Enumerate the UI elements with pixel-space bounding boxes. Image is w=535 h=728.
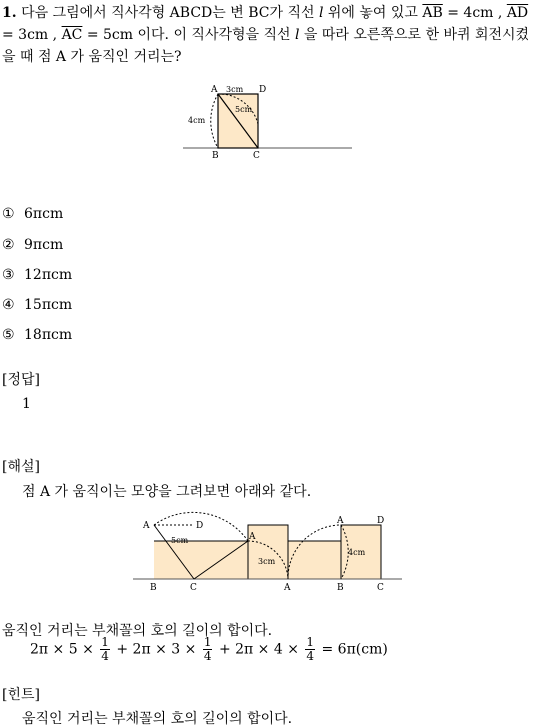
- choice-number: ②: [2, 237, 15, 253]
- formula-term-2: + 2π × 3 ×: [116, 641, 197, 658]
- rectangle-pos3: [288, 541, 341, 579]
- answer-value: 1: [22, 396, 31, 412]
- label-d: D: [259, 85, 267, 95]
- label-d: D: [377, 516, 385, 526]
- denominator: 4: [203, 649, 212, 663]
- label-3cm: 3cm: [258, 557, 276, 566]
- label-b: B: [212, 151, 219, 161]
- choice-number: ③: [2, 267, 15, 283]
- choice-1[interactable]: [2, 206, 63, 222]
- label-4cm: 4cm: [348, 548, 366, 557]
- label-a: A: [337, 516, 344, 526]
- denominator: 4: [101, 649, 109, 663]
- line-symbol: l: [318, 5, 324, 21]
- question-part-8: = 5cm 이다. 이 직사각형을 직선: [82, 27, 295, 43]
- choice-3[interactable]: [2, 267, 72, 283]
- choice-number: ④: [2, 297, 15, 313]
- line-symbol: l: [295, 27, 300, 43]
- fraction: [305, 636, 315, 663]
- fraction: [100, 636, 110, 663]
- arc-ab: [211, 94, 218, 148]
- formula: [30, 636, 388, 663]
- numerator: 1: [306, 635, 315, 649]
- rectangle-figure: [180, 82, 355, 162]
- label-b: B: [337, 583, 344, 593]
- label-3cm: 3cm: [226, 85, 244, 94]
- choice-text: 12πcm: [24, 267, 73, 283]
- numerator: 1: [203, 635, 212, 649]
- label-a: A: [143, 521, 150, 531]
- rotation-figure: [130, 510, 405, 598]
- formula-term-3: + 2π × 4 ×: [218, 641, 299, 658]
- label-c: C: [253, 151, 260, 161]
- label-5cm: 5cm: [235, 105, 253, 114]
- choice-5[interactable]: [2, 327, 72, 343]
- label-5cm: 5cm: [171, 536, 189, 545]
- label-a: A: [211, 85, 218, 95]
- fraction: [203, 636, 213, 663]
- formula-term-1: 2π × 5 ×: [30, 641, 94, 658]
- label-b: B: [150, 583, 157, 593]
- region-1: [154, 541, 248, 579]
- question-part-10: 을 따라 오른쪽으로 한 바퀴 회전시켰을 때 점 A 가 움직인 거리는?: [2, 27, 530, 65]
- formula-result: = 6π(cm): [321, 641, 388, 658]
- denominator: 4: [306, 649, 315, 663]
- answer-label: [정답]: [2, 372, 40, 388]
- label-c: C: [190, 583, 197, 593]
- segment-ad: $\overline{AD}$: [506, 5, 529, 21]
- choice-text: 15πcm: [24, 297, 73, 313]
- question-part-4: = 4cm ,: [442, 5, 507, 21]
- explanation-label: [해설]: [2, 459, 40, 475]
- explanation-summary: 움직인 거리는 부채꼴의 호의 길이의 합이다.: [2, 623, 273, 639]
- choice-4[interactable]: [2, 297, 72, 313]
- choice-text: 9πcm: [24, 237, 64, 253]
- label-a: A: [284, 583, 291, 593]
- numerator: 1: [101, 635, 109, 649]
- choice-number: ⑤: [2, 327, 15, 343]
- segment-ab: $\overline{AB}$: [422, 5, 443, 21]
- choice-number: ①: [2, 206, 15, 222]
- question-text: [2, 2, 532, 68]
- explanation-intro: 점 A 가 움직이는 모양을 그려보면 아래와 같다.: [22, 484, 312, 500]
- hint-label: [힌트]: [2, 687, 40, 703]
- question-part-6: = 3cm ,: [2, 27, 62, 43]
- label-a: A: [249, 532, 256, 542]
- label-c: C: [377, 583, 384, 593]
- label-d: D: [196, 521, 204, 531]
- segment-ac: $\overline{AC}$: [61, 27, 83, 43]
- question-number: 1.: [2, 5, 17, 21]
- hint-text: 움직인 거리는 부채꼴의 호의 길이의 합이다.: [22, 711, 293, 727]
- label-4cm: 4cm: [188, 116, 206, 125]
- choice-2[interactable]: [2, 237, 63, 253]
- choice-text: 18πcm: [24, 327, 73, 343]
- choice-text: 6πcm: [24, 206, 64, 222]
- question-part-0: 다음 그림에서 직사각형 ABCD는 변 BC가 직선: [21, 5, 319, 21]
- question-part-2: 위에 놓여 있고: [323, 5, 423, 21]
